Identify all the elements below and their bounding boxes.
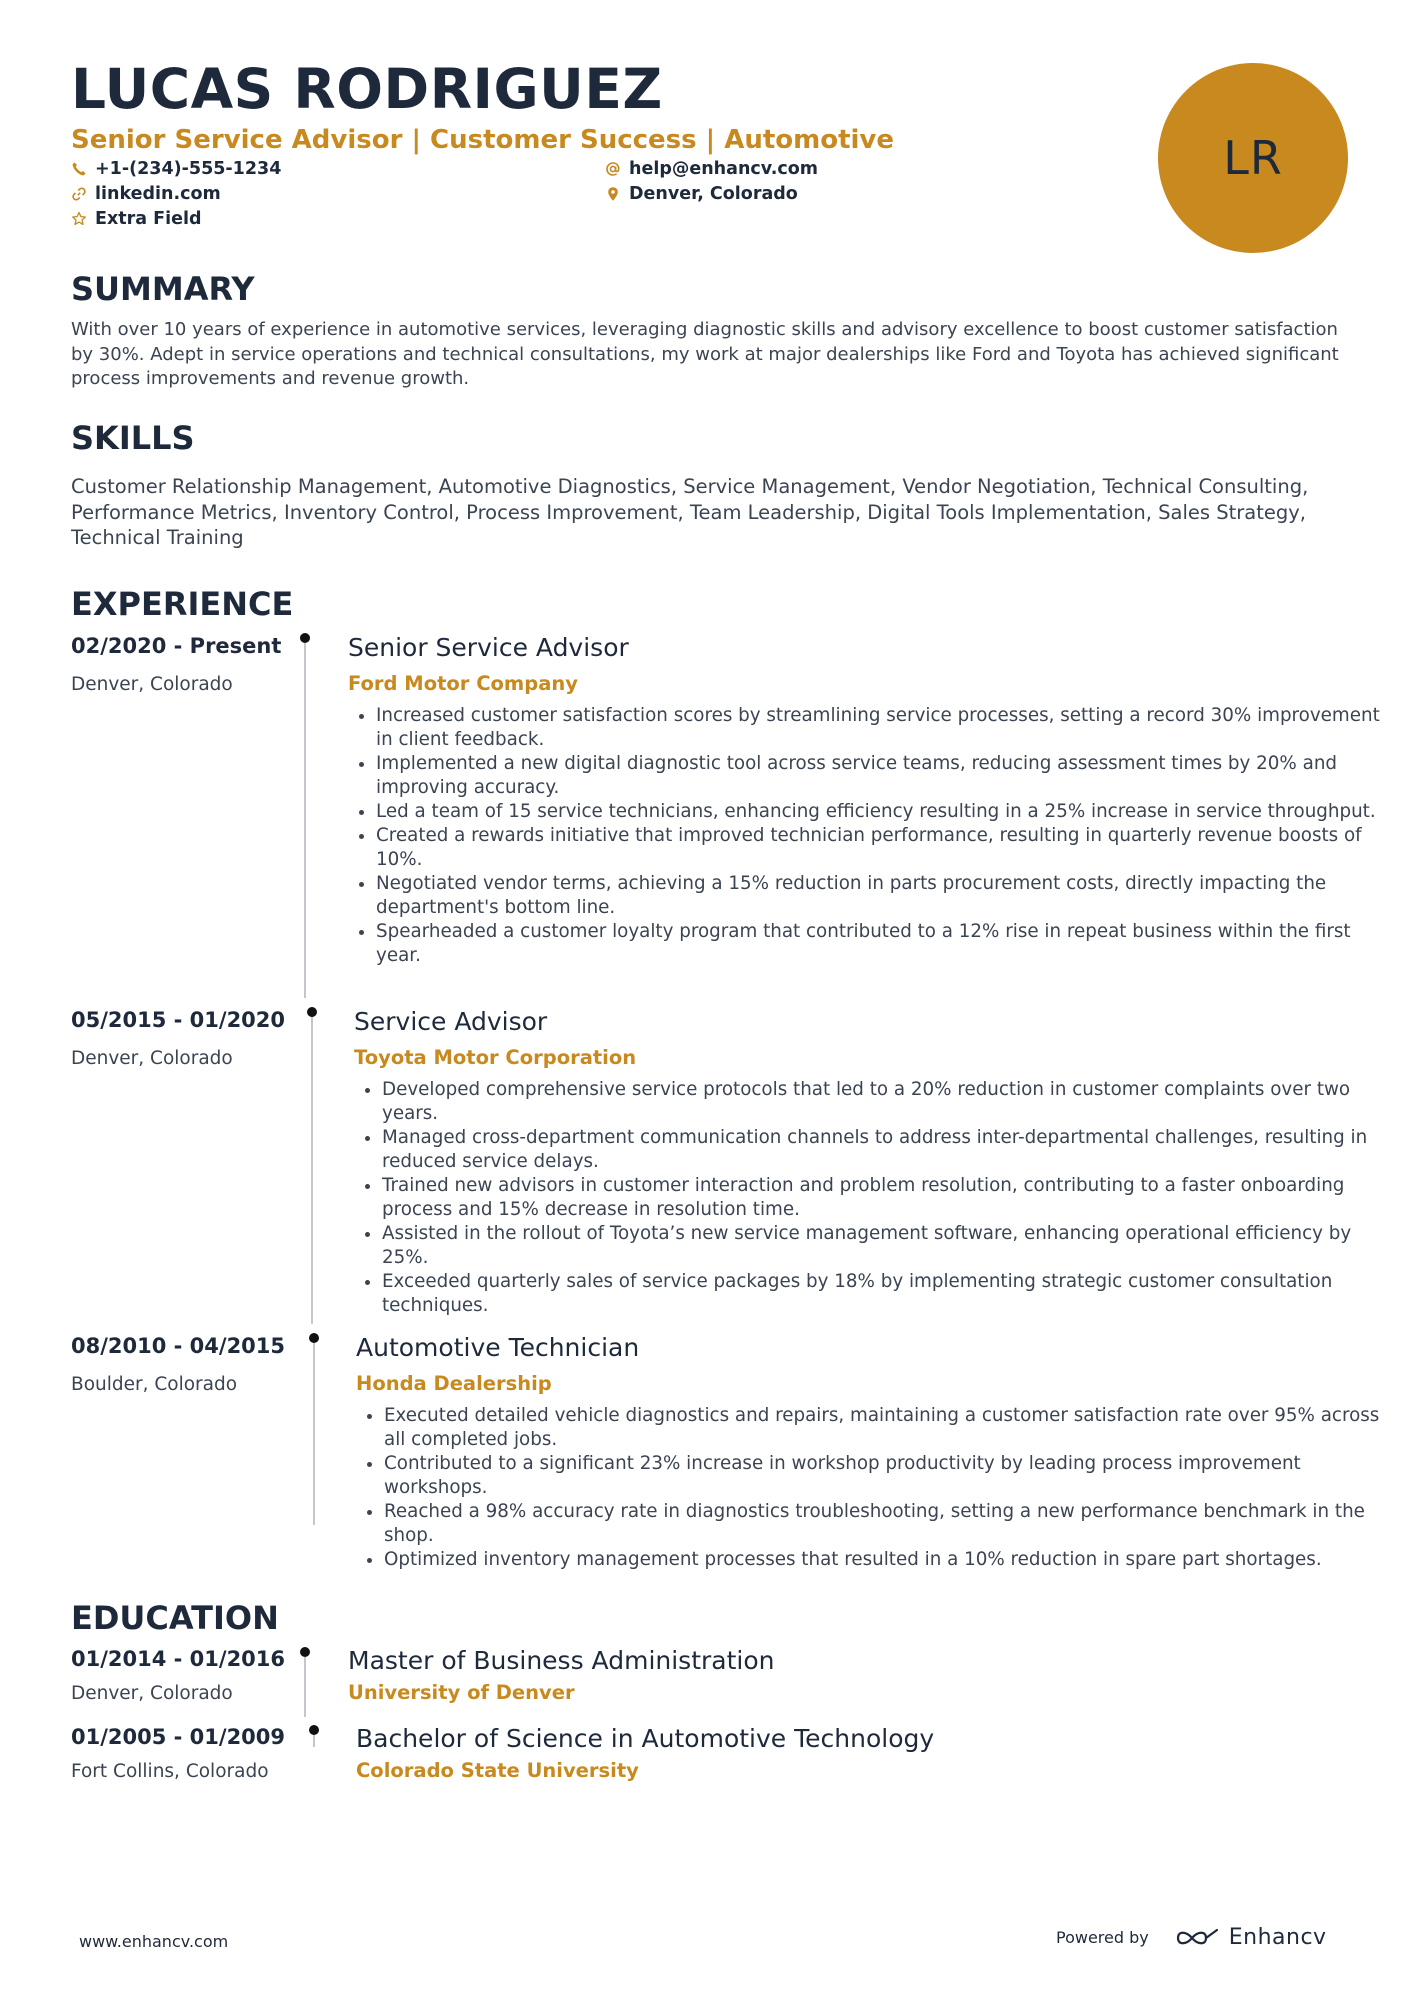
- contact-email[interactable]: [605, 157, 818, 181]
- contact-linkedin-text: linkedin.com: [95, 184, 221, 204]
- list-item: • Assisted in the rollout of Toyota’s new service management software, enhancing operational efficiency by 25%.: [382, 1222, 1402, 1270]
- summary-text: With over 10 years of experience in automotive services, leveraging diagnostic skills and advisory excellence to boost customer satisfaction by 30%. Adept in service operations and technical consultations, my work at major dealerships like Ford and Toyota has achieved significant process improvements and revenue growth.: [71, 319, 1339, 389]
- education-school: Colorado State University: [356, 1759, 639, 1782]
- experience-dates: 08/2010 - 04/2015: [71, 1334, 286, 1358]
- experience-role: Service Advisor: [354, 1007, 548, 1036]
- list-item: • Managed cross-department communication channels to address inter-departmental challenges, resulting in reduced service delays.: [382, 1126, 1402, 1174]
- contact-email-text: help@enhancv.com: [629, 159, 819, 179]
- experience-dates: 05/2015 - 01/2020: [71, 1008, 286, 1032]
- experience-role: Senior Service Advisor: [348, 633, 629, 662]
- timeline-dot: [300, 1647, 310, 1657]
- contact-linkedin[interactable]: [71, 182, 221, 206]
- experience-location: Denver, Colorado: [71, 1048, 233, 1069]
- phone-icon: [71, 161, 87, 177]
- education-degree: Bachelor of Science in Automotive Technology: [356, 1724, 935, 1753]
- experience-title: EXPERIENCE: [71, 585, 294, 623]
- timeline-dot: [309, 1333, 319, 1343]
- experience-company: Honda Dealership: [356, 1372, 552, 1395]
- list-item: • Led a team of 15 service technicians, enhancing efficiency resulting in a 25% increase in service throughput.: [376, 800, 1396, 824]
- location-pin-icon: [605, 186, 621, 202]
- contact-extra-text: Extra Field: [95, 209, 202, 229]
- contact-location-text: Denver, Colorado: [629, 184, 798, 204]
- experience-location: Denver, Colorado: [71, 674, 233, 695]
- contact-phone[interactable]: [71, 157, 281, 181]
- list-item: • Developed comprehensive service protocols that led to a 20% reduction in customer complaints over two years.: [382, 1078, 1402, 1126]
- list-item: • Contributed to a significant 23% increase in workshop productivity by leading process improvement workshops.: [384, 1452, 1404, 1500]
- experience-location: Boulder, Colorado: [71, 1374, 238, 1395]
- education-dates: 01/2005 - 01/2009: [71, 1725, 286, 1749]
- list-item: • Increased customer satisfaction scores by streamlining service processes, setting a record 30% improvement in client feedback.: [376, 704, 1396, 752]
- timeline-dot: [309, 1725, 319, 1735]
- avatar: [1158, 63, 1348, 253]
- list-item: • Created a rewards initiative that improved technician performance, resulting in quarterly revenue boosts of 10%.: [376, 824, 1396, 872]
- list-item: • Trained new advisors in customer interaction and problem resolution, contributing to a faster onboarding process and 15% decrease in resolution time.: [382, 1174, 1402, 1222]
- experience-company: Ford Motor Company: [348, 672, 578, 695]
- education-title: EDUCATION: [71, 1599, 279, 1637]
- contact-phone-text: +1-(234)-555-1234: [95, 159, 282, 179]
- footer-branding: [1056, 1925, 1327, 1950]
- education-degree: Master of Business Administration: [348, 1646, 775, 1675]
- star-icon: [71, 211, 87, 227]
- list-item: • Reached a 98% accuracy rate in diagnostics troubleshooting, setting a new performance benchmark in the shop.: [384, 1500, 1404, 1548]
- candidate-headline: Senior Service Advisor | Customer Success | Automotive: [71, 125, 895, 155]
- list-item: • Executed detailed vehicle diagnostics and repairs, maintaining a customer satisfaction rate over 95% across all completed jobs.: [384, 1404, 1404, 1452]
- timeline-dot: [300, 633, 310, 643]
- list-item: • Exceeded quarterly sales of service packages by 18% by implementing strategic customer consultation techniques.: [382, 1270, 1402, 1318]
- enhancv-brand-text: Enhancv: [1228, 1925, 1327, 1950]
- education-location: Denver, Colorado: [71, 1683, 233, 1704]
- enhancv-logo-icon: [1175, 1926, 1221, 1950]
- timeline-line: [304, 1657, 306, 1717]
- timeline-dot: [307, 1007, 317, 1017]
- experience-dates: 02/2020 - Present: [71, 634, 282, 658]
- timeline-line: [313, 1735, 315, 1747]
- experience-company: Toyota Motor Corporation: [354, 1046, 637, 1069]
- timeline-line: [311, 1017, 313, 1324]
- experience-bullets: [356, 1404, 1404, 1572]
- education-location: Fort Collins, Colorado: [71, 1761, 269, 1782]
- list-item: • Negotiated vendor terms, achieving a 15% reduction in parts procurement costs, directly impacting the department's bottom line.: [376, 872, 1396, 920]
- candidate-name: LUCAS RODRIGUEZ: [71, 57, 663, 121]
- list-item: • Optimized inventory management processes that resulted in a 10% reduction in spare part shortages.: [384, 1548, 1404, 1572]
- skills-title: SKILLS: [71, 419, 195, 457]
- powered-by-text: Powered by: [1056, 1928, 1149, 1947]
- at-icon: [605, 161, 621, 177]
- experience-role: Automotive Technician: [356, 1333, 640, 1362]
- list-item: • Implemented a new digital diagnostic tool across service teams, reducing assessment times by 20% and improving accuracy.: [376, 752, 1396, 800]
- education-school: University of Denver: [348, 1681, 575, 1704]
- timeline-line: [313, 1343, 315, 1525]
- link-icon: [71, 186, 87, 202]
- experience-bullets: [354, 1078, 1402, 1318]
- footer-website[interactable]: www.enhancv.com: [79, 1932, 229, 1951]
- education-dates: 01/2014 - 01/2016: [71, 1647, 286, 1671]
- experience-bullets: [348, 704, 1396, 968]
- contact-location: [605, 182, 798, 206]
- skills-text: Customer Relationship Management, Automotive Diagnostics, Service Management, Vendor Negotiation, Technical Consulting, Performance Metrics, Inventory Control, Process Improvement, Team Leadership, Digital Tools Implementation, Sales Strategy, Technical Training: [71, 475, 1309, 549]
- timeline-line: [304, 643, 306, 998]
- list-item: • Spearheaded a customer loyalty program that contributed to a 12% rise in repeat business within the first year.: [376, 920, 1396, 968]
- avatar-initials: LR: [1223, 131, 1283, 185]
- summary-title: SUMMARY: [71, 270, 255, 308]
- contact-extra: [71, 207, 202, 231]
